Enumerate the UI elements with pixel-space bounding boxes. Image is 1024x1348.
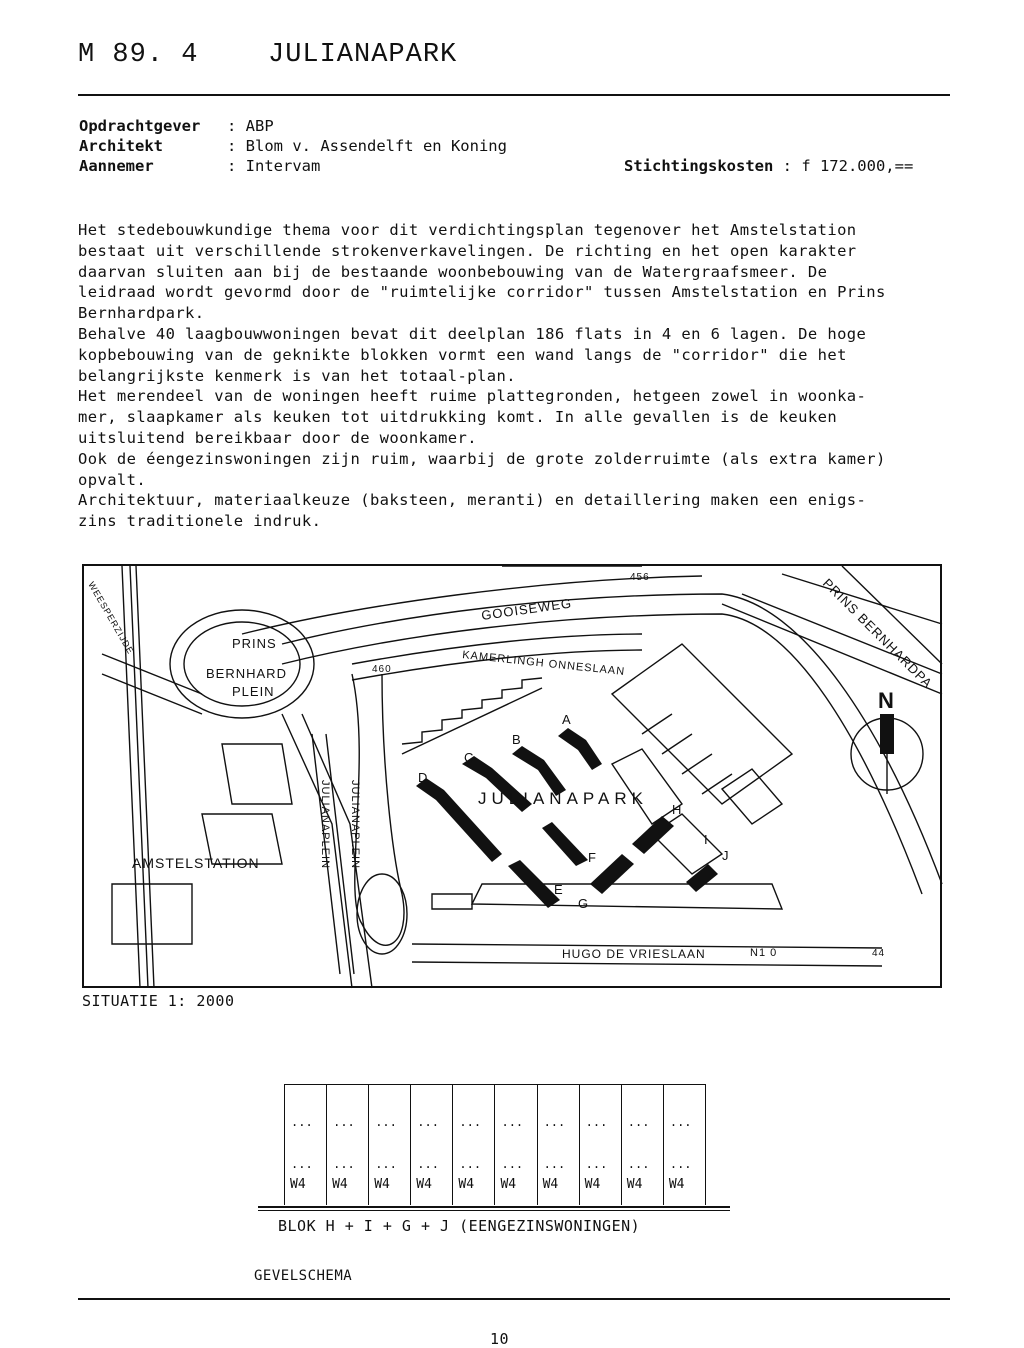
facade-cell-dots-top: ... — [417, 1115, 439, 1129]
body-text — [78, 220, 886, 532]
label-44: 44 — [872, 948, 886, 959]
facade-cell-dots-bottom: ... — [291, 1157, 313, 1171]
meta-row-client — [79, 116, 507, 136]
label-station: AMSTELSTATION — [132, 855, 260, 871]
meta-value: Blom v. Assendelft en Koning — [245, 137, 507, 155]
facade-cell — [410, 1085, 452, 1205]
label-block-i: I — [704, 832, 709, 847]
body-line: Bernhardpark. — [78, 304, 205, 323]
facade-cell-dots-top: ... — [375, 1115, 397, 1129]
label-plein: PLEIN — [232, 684, 275, 699]
facade-cell-dots-top: ... — [669, 1115, 692, 1129]
meta-block — [79, 116, 507, 176]
body-line: belangrijkste kenmerk is van het totaal-plan. — [78, 366, 516, 385]
label-north: N — [878, 688, 895, 713]
facade-cell-dots-top: ... — [333, 1115, 355, 1129]
facade-cell-label: W4 — [500, 1177, 517, 1192]
meta-value: ABP — [245, 117, 274, 135]
body-line: mer, slaapkamer als keuken tot uitdrukking komt. In alle gevallen is de keuken — [78, 408, 838, 427]
label-weesperzijde: WEESPERZIJDE — [86, 580, 136, 657]
facade-cell-label: W4 — [542, 1177, 559, 1192]
label-block-d: D — [418, 770, 429, 785]
label-block-j: J — [722, 848, 730, 863]
meta-sep: : — [227, 117, 246, 135]
body-line: uitsluitend bereikbaar door de woonkamer. — [78, 428, 478, 447]
meta-row-architect — [79, 136, 507, 156]
meta-sep: : — [773, 157, 802, 175]
page-number: 10 — [490, 1330, 510, 1348]
body-line: opvalt. — [78, 470, 147, 489]
facade-ground-line — [258, 1206, 730, 1208]
label-block-e: E — [554, 882, 564, 897]
facade-cell-dots-bottom: ... — [459, 1157, 482, 1171]
label-hugo: HUGO DE VRIESLAAN — [562, 947, 706, 961]
cost-value: f 172.000,== — [801, 157, 914, 175]
facade-cell-label: W4 — [626, 1177, 643, 1192]
facade-cell-dots-bottom: ... — [375, 1157, 397, 1171]
meta-label: Architekt — [79, 137, 163, 155]
document-code: M 89. 4 — [78, 40, 199, 70]
facade-caption: GEVELSCHEMA — [254, 1268, 353, 1284]
facade-cells — [285, 1085, 705, 1205]
label-julianaplein-2: JULIANAPLEIN — [349, 780, 361, 870]
meta-sep: : — [227, 157, 246, 175]
body-line: Behalve 40 laagbouwwoningen bevat dit deelplan 186 flats in 4 en 6 lagen. De hoge — [78, 324, 867, 343]
body-line: daarvan sluiten aan bij de bestaande woonbebouwing van de Watergraafsmeer. De — [78, 262, 828, 281]
label-gooiseweg: GOOISEWEG — [480, 595, 573, 623]
meta-label: Aannemer — [79, 157, 154, 175]
facade-cell-label: W4 — [668, 1177, 685, 1192]
facade-cell-dots-bottom: ... — [669, 1157, 692, 1171]
body-line: zins traditionele indruk. — [78, 512, 322, 531]
facade-cell-dots-top: ... — [291, 1115, 313, 1129]
meta-label: Opdrachtgever — [79, 117, 201, 135]
label-hugo-no: N1 0 — [750, 947, 778, 959]
project-title: JULIANAPARK — [268, 40, 458, 70]
label-block-h: H — [672, 802, 683, 817]
facade-cell — [537, 1085, 579, 1205]
label-kamerlingh: KAMERLINGH ONNESLAAN — [461, 649, 626, 679]
facade-cell-dots-top: ... — [459, 1115, 482, 1129]
facade-block-label: BLOK H + I + G + J (EENGEZINSWONINGEN) — [278, 1217, 641, 1235]
meta-sep: : — [227, 137, 246, 155]
label-block-f: F — [588, 850, 597, 865]
label-block-g: G — [578, 896, 590, 911]
label-prins-bernhardpark: PRINS BERNHARDPA — [819, 575, 936, 692]
label-block-c: C — [464, 750, 475, 765]
facade-cell — [621, 1085, 663, 1205]
facade-cell — [368, 1085, 410, 1205]
footer-rule — [78, 1298, 950, 1300]
facade-cell-dots-top: ... — [627, 1115, 650, 1129]
cost-label: Stichtingskosten — [624, 157, 774, 175]
facade-ground-line-2 — [258, 1210, 730, 1211]
header-rule — [78, 94, 950, 96]
facade-schema — [284, 1084, 706, 1205]
facade-cell-dots-top: ... — [543, 1115, 566, 1129]
facade-cell-dots-bottom: ... — [333, 1157, 355, 1171]
label-prins: PRINS — [232, 636, 277, 651]
facade-cell — [494, 1085, 536, 1205]
facade-cell-dots-bottom: ... — [543, 1157, 566, 1171]
north-arrow-fill — [880, 714, 894, 754]
facade-cell-label: W4 — [290, 1177, 306, 1192]
facade-cell-dots-top: ... — [585, 1115, 608, 1129]
body-line: Ook de éengezinswoningen zijn ruim, waarbij de grote zolderruimte (als extra kamer) — [78, 449, 886, 468]
site-map — [82, 564, 944, 990]
facade-cell-label: W4 — [416, 1177, 432, 1192]
body-line: Het merendeel van de woningen heeft ruime plattegronden, hetgeen zowel in woonka- — [78, 387, 867, 406]
facade-cell-dots-bottom: ... — [627, 1157, 650, 1171]
facade-cell-label: W4 — [584, 1177, 601, 1192]
facade-cell-dots-top: ... — [501, 1115, 524, 1129]
facade-cell-dots-bottom: ... — [501, 1157, 524, 1171]
facade-cell — [452, 1085, 494, 1205]
facade-cell-dots-bottom: ... — [417, 1157, 439, 1171]
label-julianaplein-1: JULIANAPLEIN — [319, 780, 331, 870]
facade-cell — [663, 1085, 705, 1205]
label-460: 460 — [372, 664, 392, 675]
cost-row — [624, 156, 913, 176]
body-line: bestaat uit verschillende strokenverkavelingen. De richting en het open karakter — [78, 241, 857, 260]
facade-cell-dots-bottom: ... — [585, 1157, 608, 1171]
body-line: kopbebouwing van de geknikte blokken vormt een wand langs de "corridor" die het — [78, 345, 847, 364]
body-line: Het stedebouwkundige thema voor dit verdichtingsplan tegenover het Amstelstation — [78, 221, 857, 239]
facade-cell — [285, 1085, 326, 1205]
facade-cell-label: W4 — [458, 1177, 475, 1192]
facade-cell — [579, 1085, 621, 1205]
body-line: Architektuur, materiaalkeuze (baksteen, meranti) en detaillering maken een enigs- — [78, 491, 867, 510]
label-bernhard: BERNHARD — [206, 666, 287, 681]
facade-cell-label: W4 — [374, 1177, 390, 1192]
facade-cell-label: W4 — [332, 1177, 348, 1192]
facade-cell — [326, 1085, 368, 1205]
label-block-b: B — [512, 732, 522, 747]
meta-row-contractor — [79, 156, 507, 176]
map-caption: SITUATIE 1: 2000 — [82, 992, 235, 1010]
body-line: leidraad wordt gevormd door de "ruimtelijke corridor" tussen Amstelstation en Prins — [78, 283, 886, 302]
meta-value: Intervam — [245, 157, 321, 175]
label-block-a: A — [562, 712, 572, 727]
label-park: JULIANAPARK — [478, 789, 648, 808]
label-456: 456 — [630, 572, 650, 583]
